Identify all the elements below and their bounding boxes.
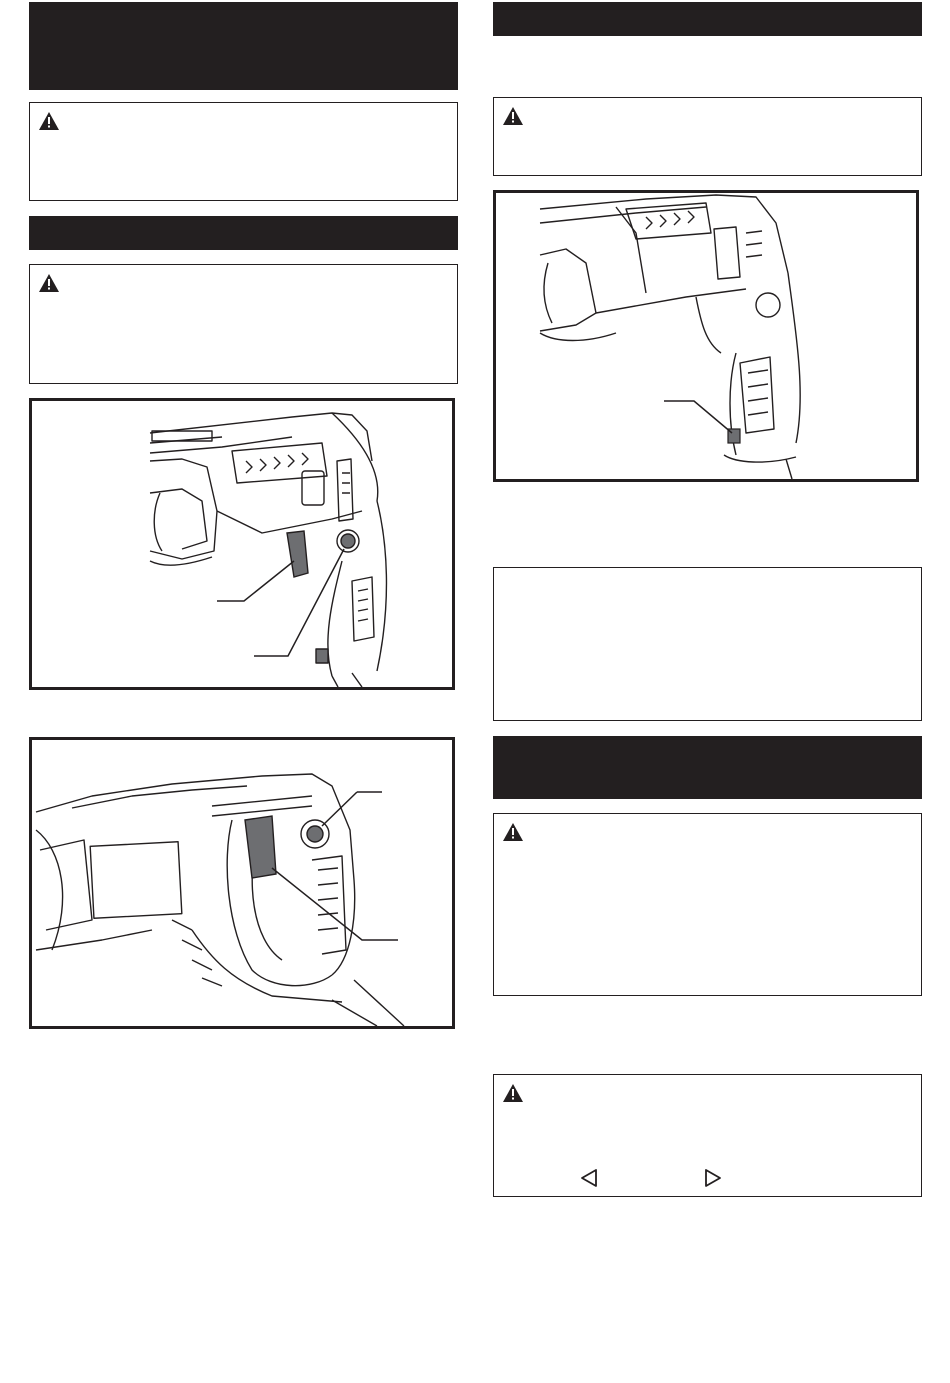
warning-triangle-icon xyxy=(502,1083,524,1103)
warning-triangle-icon xyxy=(502,822,524,842)
warning-triangle-icon xyxy=(38,273,60,293)
section-header-bar xyxy=(29,216,458,250)
warning-box xyxy=(493,97,922,176)
drill-illustration xyxy=(32,740,452,1026)
warning-box xyxy=(493,813,922,996)
figure-handle-button xyxy=(493,190,919,482)
drill-illustration xyxy=(496,193,916,479)
warning-box xyxy=(29,102,458,201)
section-header-bar xyxy=(29,2,458,90)
warning-box xyxy=(493,1074,922,1197)
figure-trigger-closeup xyxy=(29,737,455,1029)
warning-triangle-icon xyxy=(38,111,60,131)
warning-triangle-icon xyxy=(502,106,524,126)
note-box xyxy=(493,567,922,721)
section-header-bar xyxy=(493,2,922,36)
triangle-right-icon xyxy=(704,1168,722,1188)
warning-box xyxy=(29,264,458,384)
triangle-left-icon xyxy=(580,1168,598,1188)
drill-illustration xyxy=(32,401,452,687)
section-header-bar xyxy=(493,736,922,799)
figure-switch-action xyxy=(29,398,455,690)
